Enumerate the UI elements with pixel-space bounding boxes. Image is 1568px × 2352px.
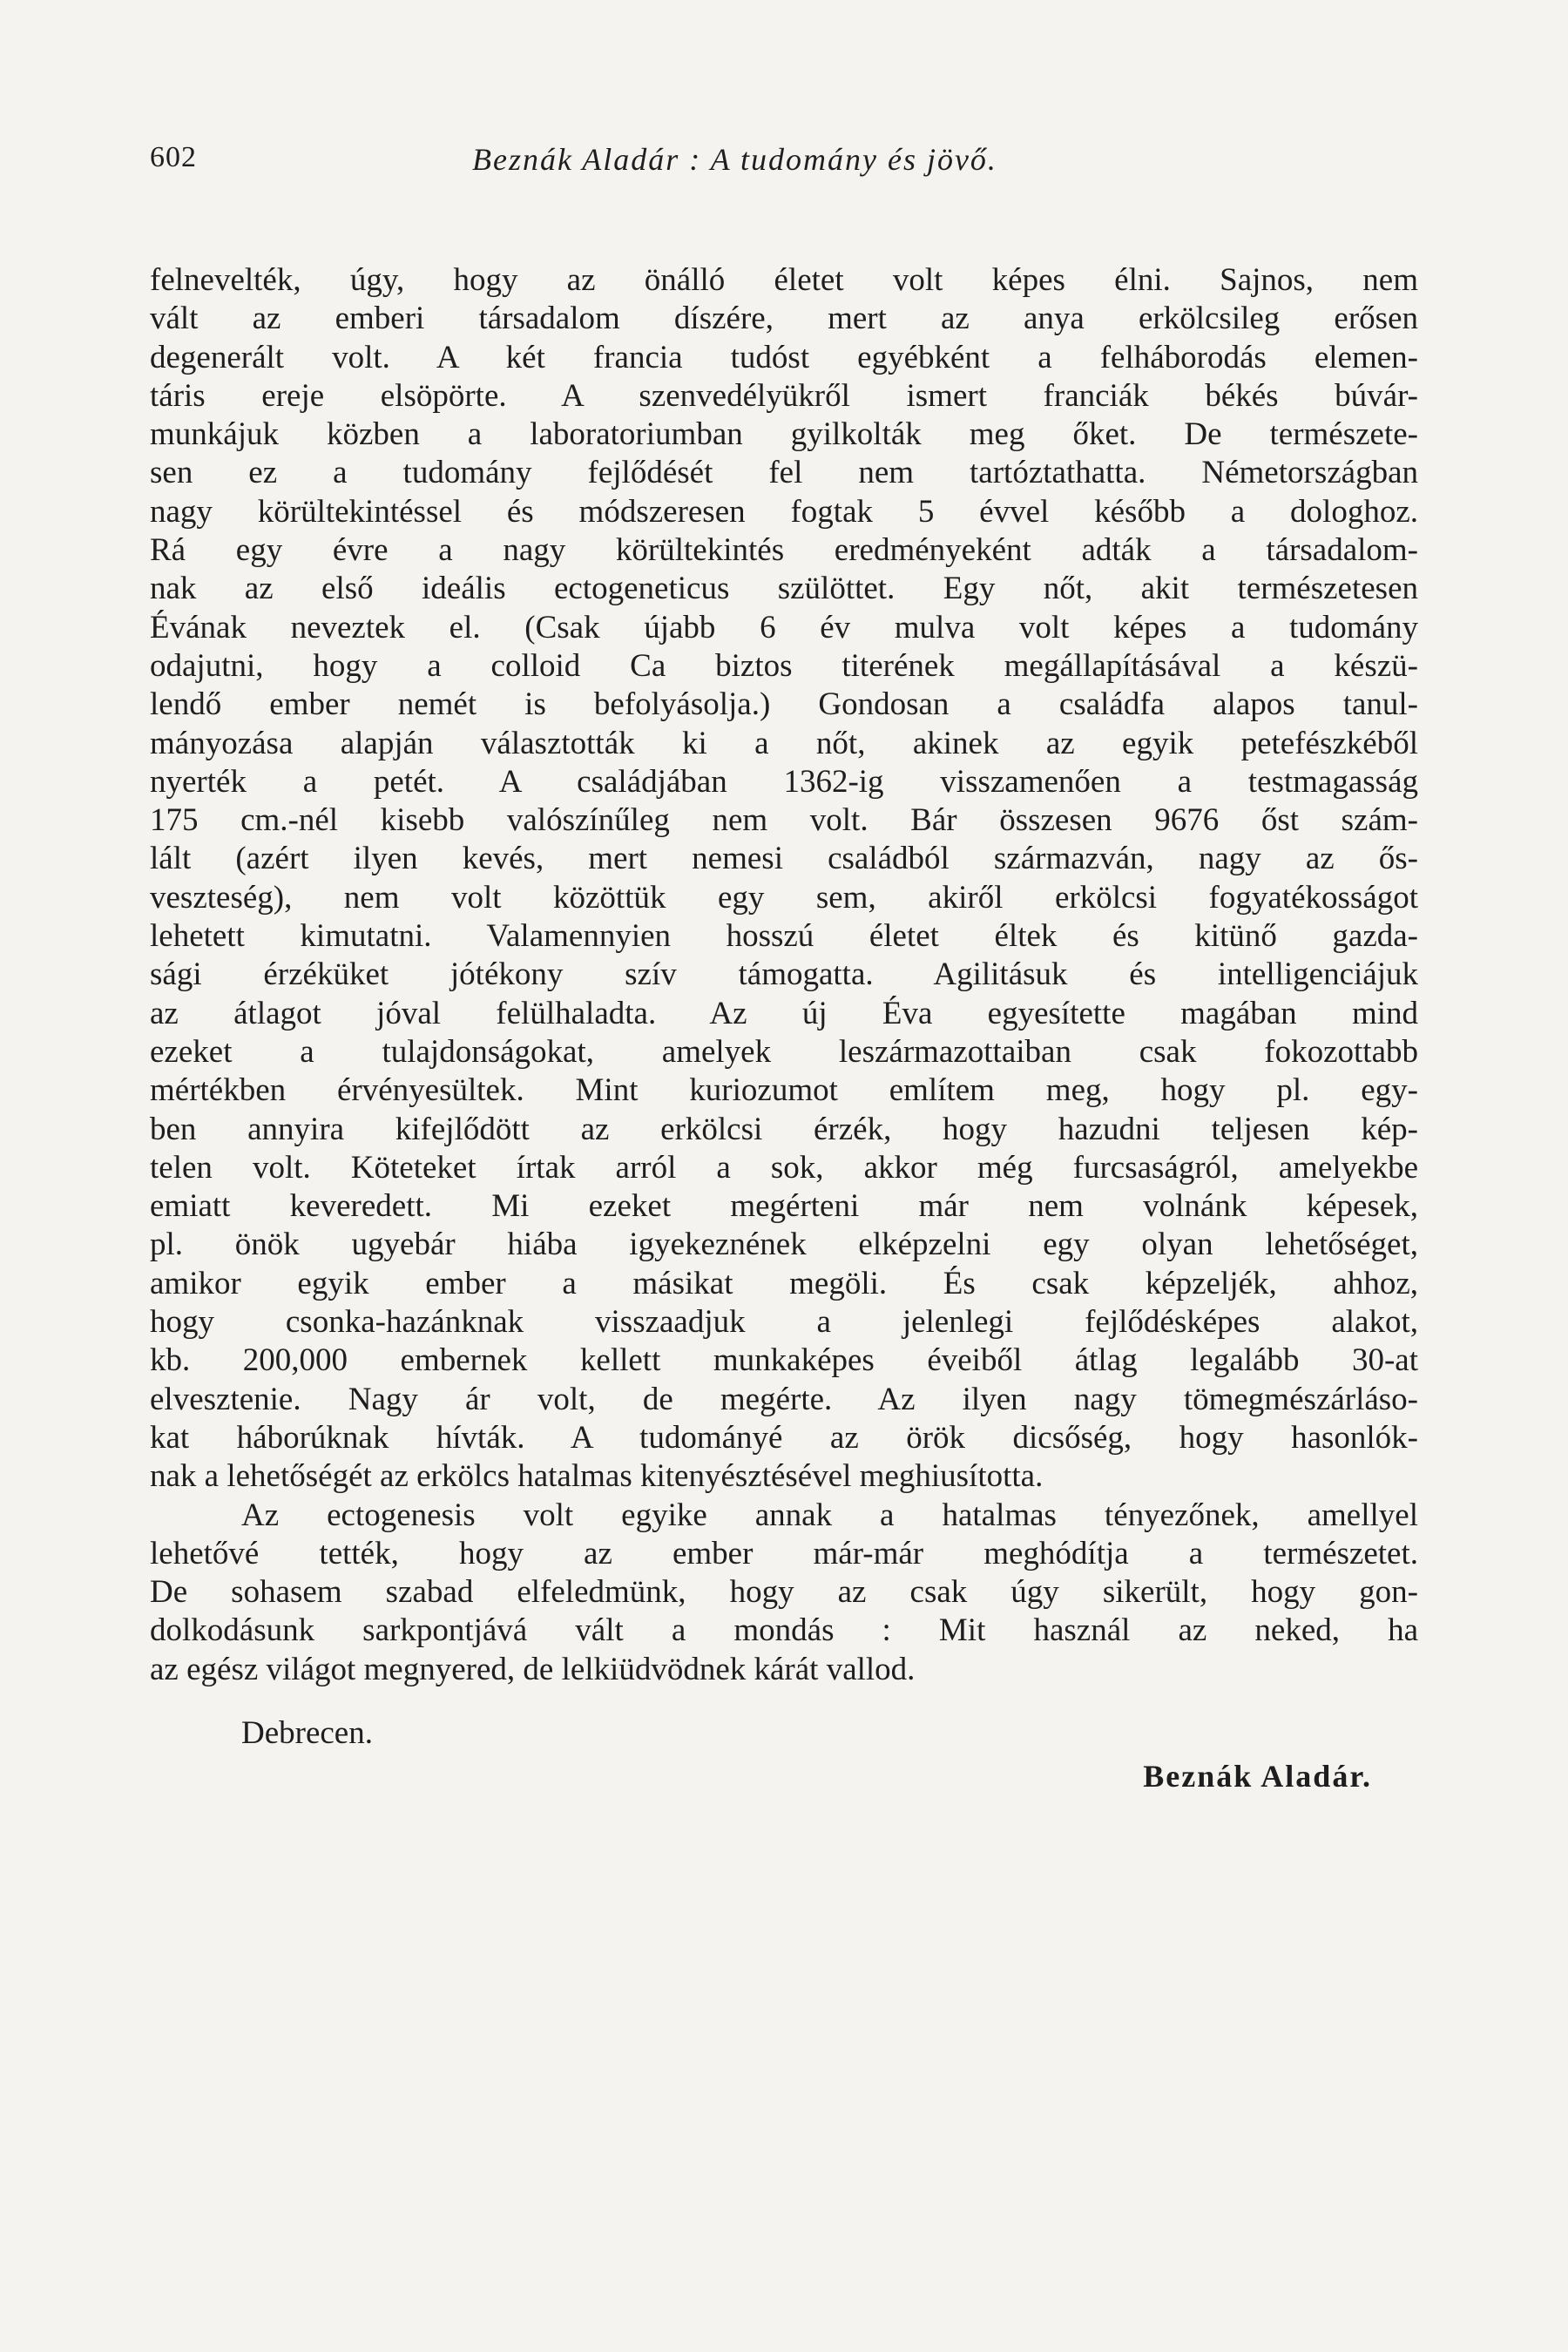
text-line: sen ez a tudomány fejlődését fel nem tartóztathatta. Németországban: [150, 455, 1418, 491]
running-head: [150, 141, 1418, 193]
text-line: pl. önök ugyebár hiába igyekeznének elképzelni egy olyan lehetőséget,: [150, 1227, 1418, 1263]
author-signature: Beznák Aladár.: [1143, 1759, 1372, 1794]
text-line: 175 cm.-nél kisebb valószínűleg nem volt. Bár összesen 9676 őst szám-: [150, 802, 1418, 839]
text-line: telen volt. Köteteket írtak arról a sok, akkor még furcsaságról, amelyekbe: [150, 1149, 1418, 1186]
text-line: lehetett kimutatni. Valamennyien hosszú életet éltek és kitünő gazda-: [150, 918, 1418, 955]
text-line: lált (azért ilyen kevés, mert nemesi családból származván, nagy az ős-: [150, 841, 1418, 877]
text-line-paragraph-end: az egész világot megnyered, de lelkiüdvödnek kárát vallod.: [150, 1651, 916, 1687]
text-line: hogy csonka-hazánknak visszaadjuk a jelenlegi fejlődésképes alakot,: [150, 1304, 1418, 1341]
text-line-paragraph-end: nak a lehetőségét az erkölcs hatalmas kitenyésztésével meghiusította.: [150, 1458, 1044, 1495]
text-line: kb. 200,000 embernek kellett munkaképes éveiből átlag legalább 30-at: [150, 1342, 1418, 1379]
text-line: ben annyira kifejlődött az erkölcsi érzék, hogy hazudni teljesen kép-: [150, 1111, 1418, 1147]
page-number: 602: [150, 141, 197, 173]
text-line: sági érzéküket jótékony szív támogatta. Agilitásuk és intelligenciájuk: [150, 956, 1418, 993]
body-text: [150, 261, 1418, 1689]
text-line: degenerált volt. A két francia tudóst egyébként a felháborodás elemen-: [150, 339, 1418, 375]
running-head-title: Beznák Aladár : A tudomány és jövő.: [472, 142, 997, 177]
text-line: elvesztenie. Nagy ár volt, de megérte. Az ilyen nagy tömegmészárláso-: [150, 1381, 1418, 1417]
text-line: felnevelték, úgy, hogy az önálló életet volt képes élni. Sajnos, nem: [150, 262, 1418, 298]
text-line: az átlagot jóval felülhaladta. Az új Éva egyesítette magában mind: [150, 995, 1418, 1031]
place-of-writing: Debrecen.: [241, 1715, 373, 1751]
text-line: ezeket a tulajdonságokat, amelyek leszármazottaiban csak fokozottabb: [150, 1033, 1418, 1070]
text-line: lehetővé tették, hogy az ember már-már meghódítja a természetet.: [150, 1535, 1418, 1571]
text-line: mányozása alapján választották ki a nőt, akinek az egyik petefészkéből: [150, 725, 1418, 761]
text-line: dolkodásunk sarkpontjává vált a mondás : Mit használ az neked, ha: [150, 1612, 1418, 1649]
text-line: De sohasem szabad elfeledmünk, hogy az csak úgy sikerült, hogy gon-: [150, 1574, 1418, 1611]
text-line: nagy körültekintéssel és módszeresen fogtak 5 évvel később a dologhoz.: [150, 493, 1418, 530]
text-line: odajutni, hogy a colloid Ca biztos titerének megállapításával a készü-: [150, 647, 1418, 684]
text-line: munkájuk közben a laboratoriumban gyilkolták meg őket. De természete-: [150, 416, 1418, 453]
text-line: lendő ember nemét is befolyásolja.) Gondosan a családfa alapos tanul-: [150, 686, 1418, 723]
text-line-paragraph-start: Az ectogenesis volt egyike annak a hatalmas tényezőnek, amellyel: [241, 1497, 1418, 1533]
text-line: veszteség), nem volt közöttük egy sem, akiről erkölcsi fogyatékosságot: [150, 879, 1418, 916]
text-line: Évának neveztek el. (Csak újabb 6 év mulva volt képes a tudomány: [150, 609, 1418, 645]
text-line: kat háborúknak hívták. A tudományé az örök dicsőség, hogy hasonlók-: [150, 1419, 1418, 1456]
text-line: nyerték a petét. A családjában 1362-ig visszamenően a testmagasság: [150, 763, 1418, 800]
text-line: mértékben érvényesültek. Mint kuriozumot említem meg, hogy pl. egy-: [150, 1072, 1418, 1109]
text-line: nak az első ideális ectogeneticus szülöttet. Egy nőt, akit természetesen: [150, 571, 1418, 607]
text-line: emiatt keveredett. Mi ezeket megérteni már nem volnánk képesek,: [150, 1188, 1418, 1225]
text-line: Rá egy évre a nagy körültekintés eredményeként adták a társadalom-: [150, 532, 1418, 569]
text-line: vált az emberi társadalom díszére, mert az anya erkölcsileg erősen: [150, 301, 1418, 337]
text-line: táris ereje elsöpörte. A szenvedélyükről ismert franciák békés búvár-: [150, 377, 1418, 414]
text-line: amikor egyik ember a másikat megöli. És csak képzeljék, ahhoz,: [150, 1265, 1418, 1301]
